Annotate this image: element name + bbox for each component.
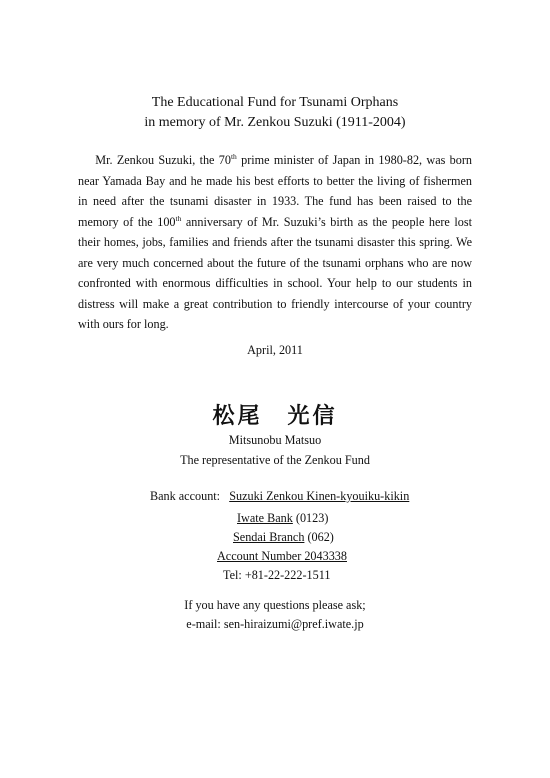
account-number: Account Number 2043338 bbox=[217, 549, 347, 563]
bank-name-row bbox=[237, 511, 328, 526]
telephone: Tel: +81-22-222-1511 bbox=[223, 568, 331, 582]
title-line-2: in memory of Mr. Zenkou Suzuki (1911-2004) bbox=[144, 115, 406, 130]
questions-line: If you have any questions please ask; bbox=[184, 598, 366, 612]
email-line: e-mail: sen-hiraizumi@pref.iwate.jp bbox=[186, 617, 364, 631]
bank-code: (0123) bbox=[292, 511, 329, 525]
document-title bbox=[0, 93, 550, 133]
paragraph-text-3: anniversary of Mr. Suzuki’s birth as the people here lost their homes, jobs, families and friends after the tsunami disaster this spring. We are very much concerned about the future of the tsunami orphans who are now confronted with enormous difficulties in school. Your help to our students in distress will make a great contribution to friendly intercourse of your country with ours for long. bbox=[78, 214, 472, 331]
bank-account-row bbox=[150, 489, 409, 504]
branch-row bbox=[233, 530, 334, 545]
paragraph-text-2: prime minister of Japan in 1980-82, was born near Yamada Bay and he made his best efforts to better the living of fishermen in need after the tsunami disaster in 1933. The fund has been raised to the memory of the 100 bbox=[78, 153, 473, 229]
branch-name: Sendai Branch bbox=[233, 530, 305, 544]
account-number-row bbox=[217, 549, 347, 564]
bank-account-name: Suzuki Zenkou Kinen-kyouiku-kikin bbox=[229, 489, 410, 503]
document-date: April, 2011 bbox=[247, 343, 303, 357]
bank-name: Iwate Bank bbox=[237, 511, 293, 525]
body-paragraph bbox=[78, 150, 472, 335]
superscript-th-1: th bbox=[230, 152, 237, 161]
paragraph-text-1: Mr. Zenkou Suzuki, the 70 bbox=[95, 153, 231, 167]
handwritten-signature: 松尾 光信 bbox=[212, 403, 338, 429]
bank-account-label: Bank account: bbox=[150, 489, 221, 503]
title-line-1: The Educational Fund for Tsunami Orphans bbox=[151, 95, 399, 110]
branch-code: (062) bbox=[304, 530, 334, 544]
signer-name: Mitsunobu Matsuo bbox=[228, 433, 322, 447]
tel-row bbox=[223, 568, 330, 583]
signer-role: The representative of the Zenkou Fund bbox=[180, 453, 370, 467]
superscript-th-2: th bbox=[175, 213, 182, 223]
